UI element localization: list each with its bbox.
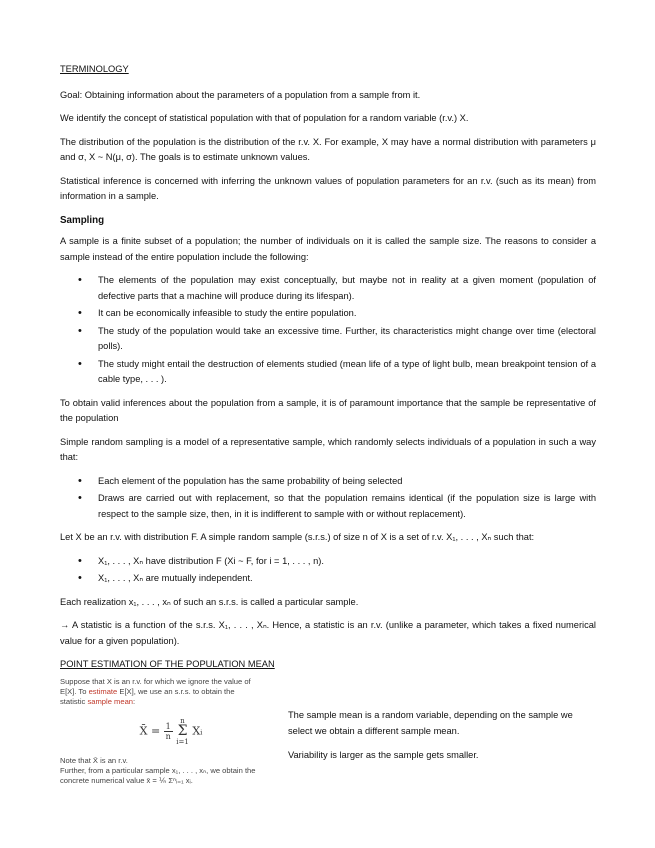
page-title: TERMINOLOGY [60, 64, 129, 74]
excerpt-line: E[X]. To estimate E[X], we use an s.r.s. to obtain the [60, 687, 235, 696]
list-item: • The elements of the population may exist conceptually, but maybe not in reality at a given moment (population of defective parts that a machine will produce during its lifespan). [60, 273, 596, 304]
list-item: • It can be economically infeasible to study the entire population. [60, 306, 596, 322]
excerpt-line: Further, from a particular sample x₁, . . . , xₙ, we obtain the [60, 766, 256, 775]
list-item: • Draws are carried out with replacement, so that the population remains identical (if the population size is large with respect to the sample size, then, in it is indifferent to sample with or without replacement). [60, 491, 596, 522]
sampling-paragraph: A sample is a finite subset of a population; the number of individuals on it is called the sample size. The reasons to consider a sample instead of the entire population include the following: [60, 236, 596, 262]
valid-inference-paragraph: To obtain valid inferences about the population from a sample, it is of paramount importance that the sample be representative of the population [60, 397, 596, 423]
document-body [60, 62, 596, 677]
intro-paragraph-3: The distribution of the population is the distribution of the r.v. X. For example, X may have a normal distribution with parameters μ and σ, X ~ N(μ, σ). The goals is to estimate unknown values. [60, 136, 596, 162]
list-item: • X₁, . . . , Xₙ have distribution F (Xi ~ F, for i = 1, . . . , n). [60, 554, 596, 570]
reasons-list [60, 273, 596, 388]
sampling-heading: Sampling [60, 214, 105, 226]
intro-paragraph-2: We identify the concept of statistical population with that of population for a random variable (r.v.) X. [60, 113, 469, 123]
srs-list [60, 474, 596, 523]
intro-paragraph-1: Goal: Obtaining information about the parameters of a population from a sample from it. [60, 89, 421, 100]
list-item: • Each element of the population has the same probability of being selected [60, 474, 596, 490]
note-paragraph: Variability is larger as the sample gets smaller. [288, 750, 479, 760]
srs-paragraph: Simple random sampling is a model of a representative sample, which randomly selects individuals of a population in such a way that: [60, 436, 596, 462]
excerpt-line: Note that X̄ is an r.v. [60, 756, 128, 765]
sample-mean-notes [288, 708, 598, 773]
list-item: • The study of the population would take an excessive time. Further, its characteristics might change over time (electoral polls). [60, 324, 596, 355]
definition-paragraph: Let X be an r.v. with distribution F. A simple random sample (s.r.s.) of size n of X is a set of r.v. X₁, . . . , Xₙ such that: [60, 532, 535, 542]
point-estimation-heading: POINT ESTIMATION OF THE POPULATION MEAN [60, 659, 275, 669]
excerpt-line: Suppose that X is an r.v. for which we ignore the value of [60, 677, 251, 686]
note-paragraph: The sample mean is a random variable, depending on the sample we select we obtain a different sample mean. [288, 710, 573, 736]
excerpt-line: statistic sample mean: [60, 697, 136, 706]
slide-excerpt-image [60, 677, 282, 802]
intro-paragraph-4: Statistical inference is concerned with inferring the unknown values of population parameters for an r.v. (such as its mean) from information in a sample. [60, 175, 596, 201]
list-item: • X₁, . . . , Xₙ are mutually independent. [60, 571, 596, 587]
excerpt-line: concrete numerical value x̄ = ⅟ₙ Σⁿᵢ₌₁ xᵢ. [60, 776, 193, 785]
realization-paragraph: Each realization x₁, . . . , xₙ of such an s.r.s. is called a particular sample. [60, 596, 359, 607]
list-item: • The study might entail the destruction of elements studied (mean life of a type of light bulb, mean breakpoint tension of a cable type, . . . ). [60, 357, 596, 388]
statistic-paragraph: → A statistic is a function of the s.r.s. X₁, . . . , Xₙ. Hence, a statistic is an r.v. (unlike a parameter, which takes a fixed numerical value for a given population). [60, 620, 596, 646]
sample-mean-formula: X̄ = $\frac{1}{n}$ n Σ i=1 Xᵢ [139, 717, 203, 746]
definition-list [60, 554, 596, 587]
